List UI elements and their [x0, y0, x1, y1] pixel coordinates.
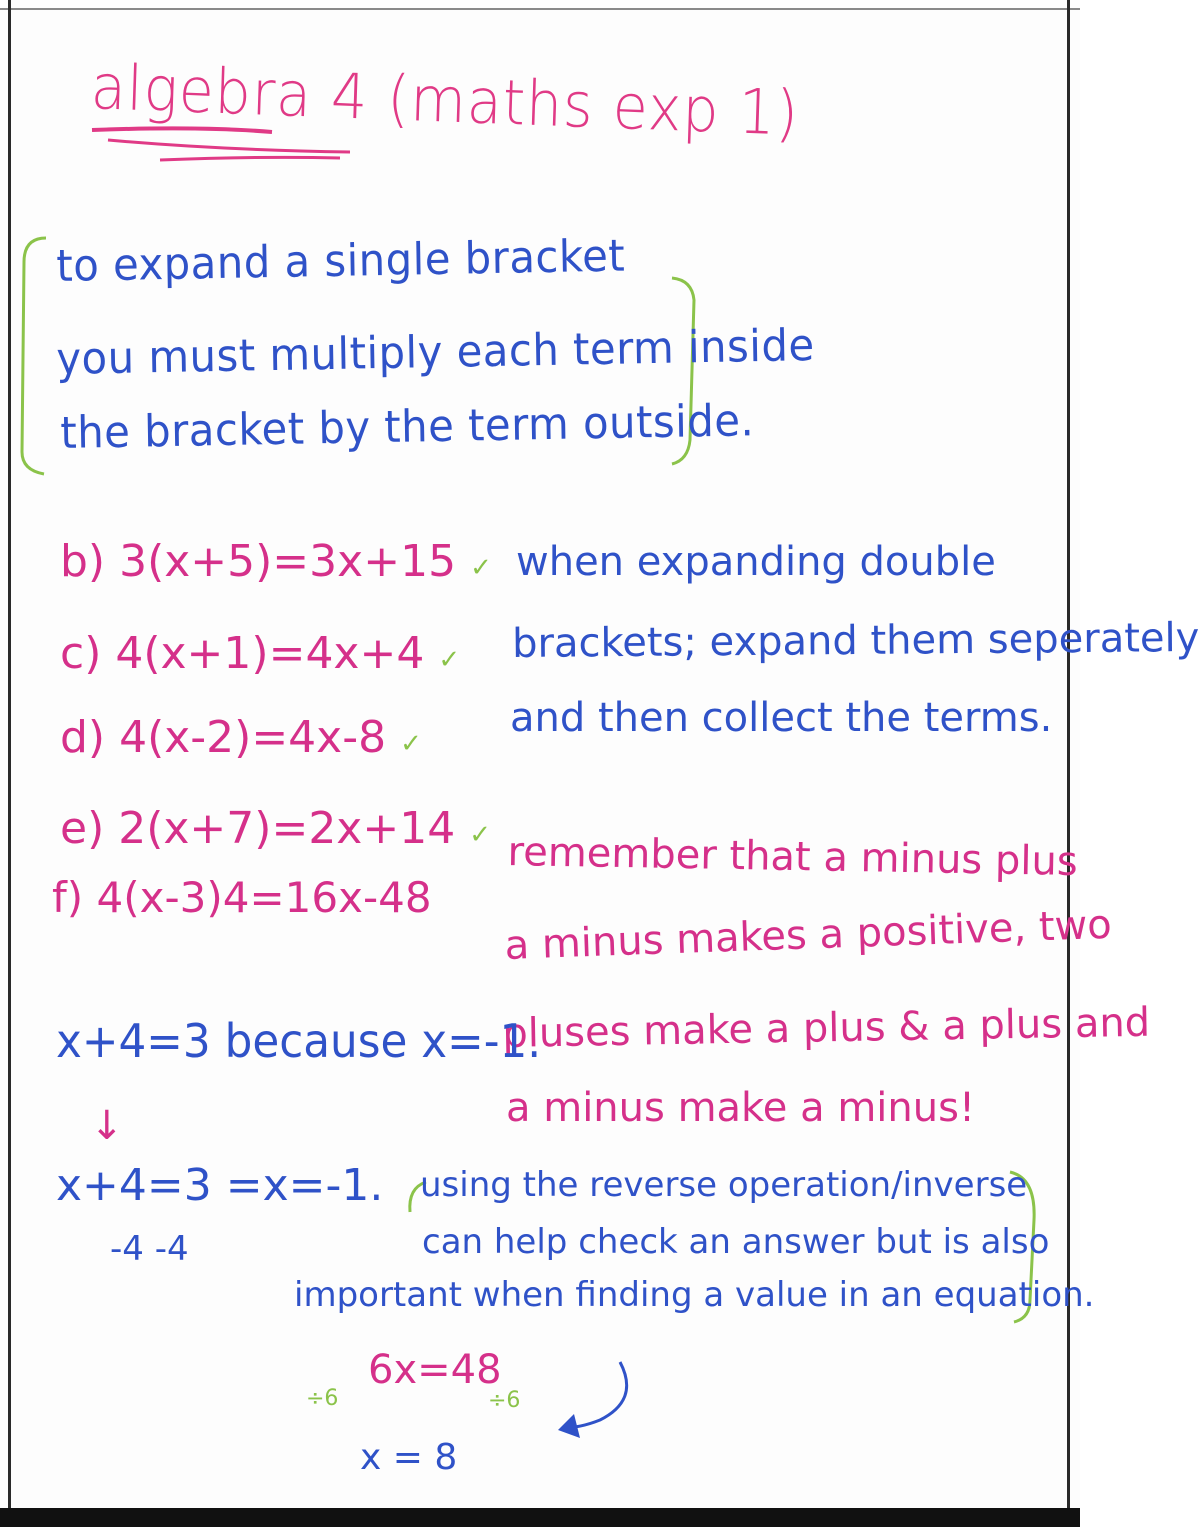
double-bracket-note-line-1: when expanding double: [516, 539, 996, 585]
equation-f: f) 4(x-3)4=16x-48: [52, 873, 432, 922]
double-bracket-note-line-2: brackets; expand them seperately: [511, 615, 1200, 667]
down-arrow-icon: ↓: [90, 1103, 124, 1149]
check-icon: ✓: [470, 553, 492, 583]
page-title: algebra 4 (maths exp 1): [89, 50, 801, 150]
inverse-example-line-1: x+4=3 because x=-1.: [56, 1014, 542, 1068]
check-icon: ✓: [438, 645, 461, 675]
equation-e-text: e) 2(x+7)=2x+14: [60, 803, 456, 854]
rule-line-3: the bracket by the term outside.: [59, 395, 755, 459]
inverse-example-line-2: x+4=3 =x=-1.: [56, 1160, 384, 1211]
rule-line-1: to expand a single bracket: [55, 230, 626, 292]
sign-rules-line-4: a minus make a minus!: [506, 1085, 975, 1131]
equation-d-text: d) 4(x-2)=4x-8: [60, 712, 387, 763]
equation-b: [60, 536, 492, 587]
check-icon: ✓: [400, 729, 422, 759]
sign-rules-line-3: pluses make a plus & a plus and: [501, 999, 1151, 1057]
inverse-note-line-1: using the reverse operation/inverse: [420, 1165, 1028, 1205]
equation-c: [60, 628, 461, 679]
equation-c-text: c) 4(x+1)=4x+4: [60, 628, 425, 679]
inverse-note-line-3: important when finding a value in an equation.: [294, 1275, 1095, 1315]
double-bracket-note-line-3: and then collect the terms.: [510, 695, 1053, 741]
worked-equation-line: 6x=48: [368, 1347, 502, 1393]
sign-rules-line-2: a minus makes a positive, two: [503, 901, 1113, 969]
equation-d: [60, 712, 422, 763]
equation-b-text: b) 3(x+5)=3x+15: [60, 536, 457, 587]
check-icon: ✓: [469, 820, 492, 850]
worked-left-operation: ÷6: [306, 1386, 339, 1411]
rule-line-2: you must multiply each term inside: [55, 320, 815, 385]
sign-rules-line-1: remember that a minus plus: [507, 829, 1079, 885]
equation-e: [60, 803, 492, 854]
inverse-example-line-3: -4 -4: [110, 1229, 189, 1269]
worked-right-operation: ÷6: [488, 1388, 521, 1413]
inverse-note-line-2: can help check an answer but is also: [422, 1222, 1050, 1262]
worked-result: x = 8: [360, 1437, 458, 1478]
